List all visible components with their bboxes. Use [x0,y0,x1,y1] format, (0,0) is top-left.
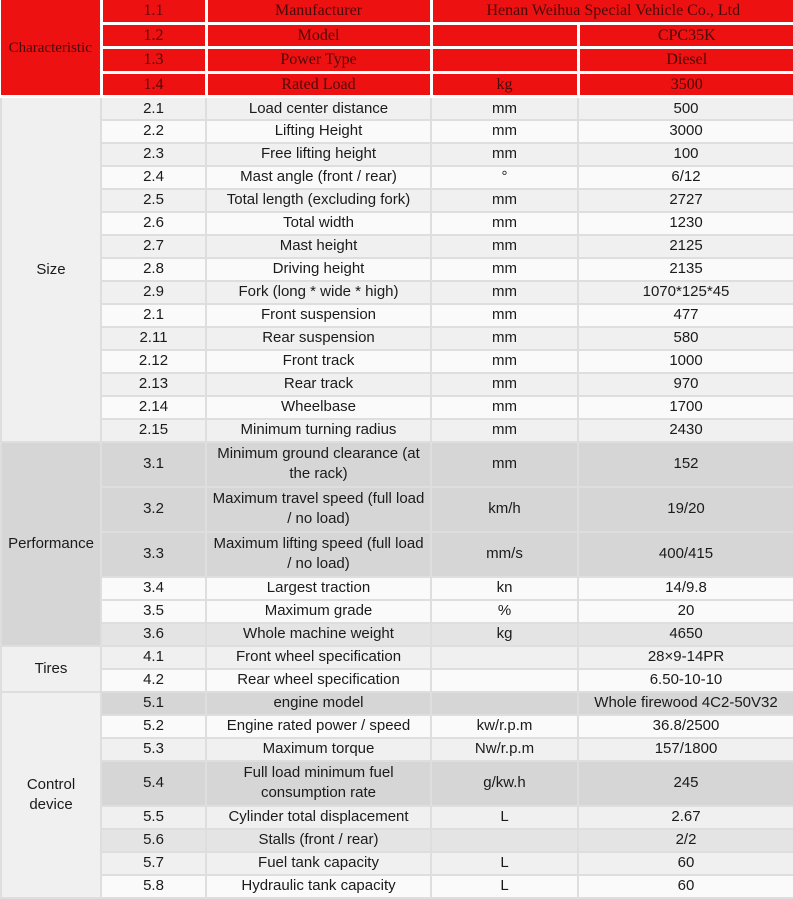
value-cell: 580 [578,327,793,350]
unit-cell: mm [431,419,578,442]
unit-cell: mm [431,212,578,235]
section-label-performance: Performance [1,442,101,646]
row-number-cell: 5.1 [101,692,206,715]
row-number-cell: 3.2 [101,487,206,532]
table-row [1,577,793,600]
value-cell: 2/2 [578,829,793,852]
value-cell: 4650 [578,623,793,646]
table-row [1,304,793,327]
table-row [1,166,793,189]
table-row [1,532,793,577]
row-number-cell: 3.3 [101,532,206,577]
parameter-cell: Minimum turning radius [206,419,431,442]
unit-cell: kg [431,623,578,646]
value-cell: 970 [578,373,793,396]
value-cell: 2727 [578,189,793,212]
row-number-cell: 2.14 [101,396,206,419]
row-number-cell: 1.1 [101,0,206,23]
table-row [1,806,793,829]
unit-cell: mm/s [431,532,578,577]
row-number-cell: 5.8 [101,875,206,898]
parameter-cell: Model [206,23,431,48]
parameter-cell: Fork (long * wide * high) [206,281,431,304]
value-cell: 6.50-10-10 [578,669,793,692]
table-row [1,350,793,373]
row-number-cell: 1.3 [101,48,206,73]
parameter-cell: Mast height [206,235,431,258]
unit-cell: g/kw.h [431,761,578,806]
value-cell: CPC35K [578,23,793,48]
row-number-cell: 2.3 [101,143,206,166]
unit-cell: km/h [431,487,578,532]
value-cell: 152 [578,442,793,487]
table-row [1,189,793,212]
row-number-cell: 2.7 [101,235,206,258]
table-row [1,487,793,532]
unit-cell: kn [431,577,578,600]
section-label-characteristic: Characteristic [1,0,101,97]
unit-cell [431,48,578,73]
value-cell: 2.67 [578,806,793,829]
unit-cell [431,669,578,692]
parameter-cell: engine model [206,692,431,715]
row-number-cell: 1.4 [101,72,206,97]
table-row [1,235,793,258]
value-cell: Whole firewood 4C2-50V32 [578,692,793,715]
table-row [1,829,793,852]
unit-cell: mm [431,396,578,419]
row-number-cell: 4.2 [101,669,206,692]
row-number-cell: 3.4 [101,577,206,600]
spec-table-body [1,0,793,898]
table-row [1,623,793,646]
value-cell: 1000 [578,350,793,373]
table-row [1,23,793,48]
value-cell: 1700 [578,396,793,419]
row-number-cell: 3.5 [101,600,206,623]
parameter-cell: Front wheel specification [206,646,431,669]
parameter-cell: Driving height [206,258,431,281]
value-cell: 477 [578,304,793,327]
value-cell: 400/415 [578,532,793,577]
table-row [1,0,793,23]
section-label-tires: Tires [1,646,101,692]
parameter-cell: Total width [206,212,431,235]
unit-cell: mm [431,143,578,166]
table-row [1,419,793,442]
table-row [1,373,793,396]
table-row [1,143,793,166]
row-number-cell: 2.8 [101,258,206,281]
unit-cell [431,23,578,48]
row-number-cell: 5.7 [101,852,206,875]
row-number-cell: 2.2 [101,120,206,143]
parameter-cell: Fuel tank capacity [206,852,431,875]
table-row [1,669,793,692]
row-number-cell: 2.12 [101,350,206,373]
parameter-cell: Maximum torque [206,738,431,761]
unit-cell: mm [431,304,578,327]
table-row [1,212,793,235]
value-cell: 14/9.8 [578,577,793,600]
row-number-cell: 2.1 [101,97,206,120]
unit-cell: mm [431,281,578,304]
value-cell: 28×9-14PR [578,646,793,669]
table-row [1,852,793,875]
unit-cell: kw/r.p.m [431,715,578,738]
row-number-cell: 4.1 [101,646,206,669]
table-row [1,715,793,738]
parameter-cell: Whole machine weight [206,623,431,646]
parameter-cell: Lifting Height [206,120,431,143]
row-number-cell: 2.6 [101,212,206,235]
table-row [1,692,793,715]
row-number-cell: 2.15 [101,419,206,442]
table-row [1,120,793,143]
row-number-cell: 2.11 [101,327,206,350]
table-row [1,875,793,898]
value-cell: 60 [578,875,793,898]
unit-cell [431,646,578,669]
table-row [1,48,793,73]
unit-cell: mm [431,350,578,373]
parameter-cell: Power Type [206,48,431,73]
parameter-cell: Front track [206,350,431,373]
value-cell: 2430 [578,419,793,442]
section-label-size: Size [1,97,101,442]
table-row [1,72,793,97]
parameter-cell: Free lifting height [206,143,431,166]
table-row [1,600,793,623]
unit-cell: mm [431,189,578,212]
unit-cell: mm [431,97,578,120]
value-cell: 6/12 [578,166,793,189]
value-cell: 245 [578,761,793,806]
value-cell: 2135 [578,258,793,281]
table-row [1,761,793,806]
parameter-cell: Mast angle (front / rear) [206,166,431,189]
parameter-cell: Largest traction [206,577,431,600]
row-number-cell: 5.3 [101,738,206,761]
parameter-cell: Rear suspension [206,327,431,350]
value-cell: 60 [578,852,793,875]
value-cell: 2125 [578,235,793,258]
row-number-cell: 2.13 [101,373,206,396]
table-row [1,396,793,419]
value-cell: 19/20 [578,487,793,532]
section-label-control-device: Control device [1,692,101,898]
value-cell: 3000 [578,120,793,143]
value-cell: 500 [578,97,793,120]
row-number-cell: 5.4 [101,761,206,806]
row-number-cell: 5.5 [101,806,206,829]
table-row [1,281,793,304]
unit-cell: mm [431,327,578,350]
unit-cell: ° [431,166,578,189]
parameter-cell: Minimum ground clearance (at the rack) [206,442,431,487]
parameter-cell: Rear track [206,373,431,396]
parameter-cell: Stalls (front / rear) [206,829,431,852]
unit-cell: Nw/r.p.m [431,738,578,761]
parameter-cell: Cylinder total displacement [206,806,431,829]
unit-cell: mm [431,235,578,258]
table-row [1,646,793,669]
value-cell: 157/1800 [578,738,793,761]
table-row [1,327,793,350]
row-number-cell: 2.1 [101,304,206,327]
value-cell: 20 [578,600,793,623]
row-number-cell: 2.9 [101,281,206,304]
row-number-cell: 2.5 [101,189,206,212]
table-row [1,738,793,761]
parameter-cell: Load center distance [206,97,431,120]
parameter-cell: Maximum grade [206,600,431,623]
value-cell: 36.8/2500 [578,715,793,738]
parameter-cell: Maximum travel speed (full load / no load) [206,487,431,532]
row-number-cell: 2.4 [101,166,206,189]
parameter-cell: Wheelbase [206,396,431,419]
value-cell: 100 [578,143,793,166]
value-cell: 1230 [578,212,793,235]
row-number-cell: 5.2 [101,715,206,738]
parameter-cell: Engine rated power / speed [206,715,431,738]
unit-cell: mm [431,442,578,487]
value-cell: Diesel [578,48,793,73]
unit-cell: kg [431,72,578,97]
table-row [1,258,793,281]
unit-cell: L [431,852,578,875]
unit-cell: L [431,806,578,829]
row-number-cell: 5.6 [101,829,206,852]
parameter-cell: Total length (excluding fork) [206,189,431,212]
unit-cell: % [431,600,578,623]
unit-cell: L [431,875,578,898]
parameter-cell: Full load minimum fuel consumption rate [206,761,431,806]
table-row [1,97,793,120]
unit-cell: mm [431,120,578,143]
parameter-cell: Rated Load [206,72,431,97]
parameter-cell: Rear wheel specification [206,669,431,692]
unit-cell [431,829,578,852]
row-number-cell: 1.2 [101,23,206,48]
value-cell: Henan Weihua Special Vehicle Co., Ltd [431,0,793,23]
row-number-cell: 3.1 [101,442,206,487]
row-number-cell: 3.6 [101,623,206,646]
parameter-cell: Maximum lifting speed (full load / no load) [206,532,431,577]
unit-cell: mm [431,373,578,396]
unit-cell: mm [431,258,578,281]
value-cell: 3500 [578,72,793,97]
table-row [1,442,793,487]
parameter-cell: Manufacturer [206,0,431,23]
parameter-cell: Hydraulic tank capacity [206,875,431,898]
unit-cell [431,692,578,715]
parameter-cell: Front suspension [206,304,431,327]
value-cell: 1070*125*45 [578,281,793,304]
